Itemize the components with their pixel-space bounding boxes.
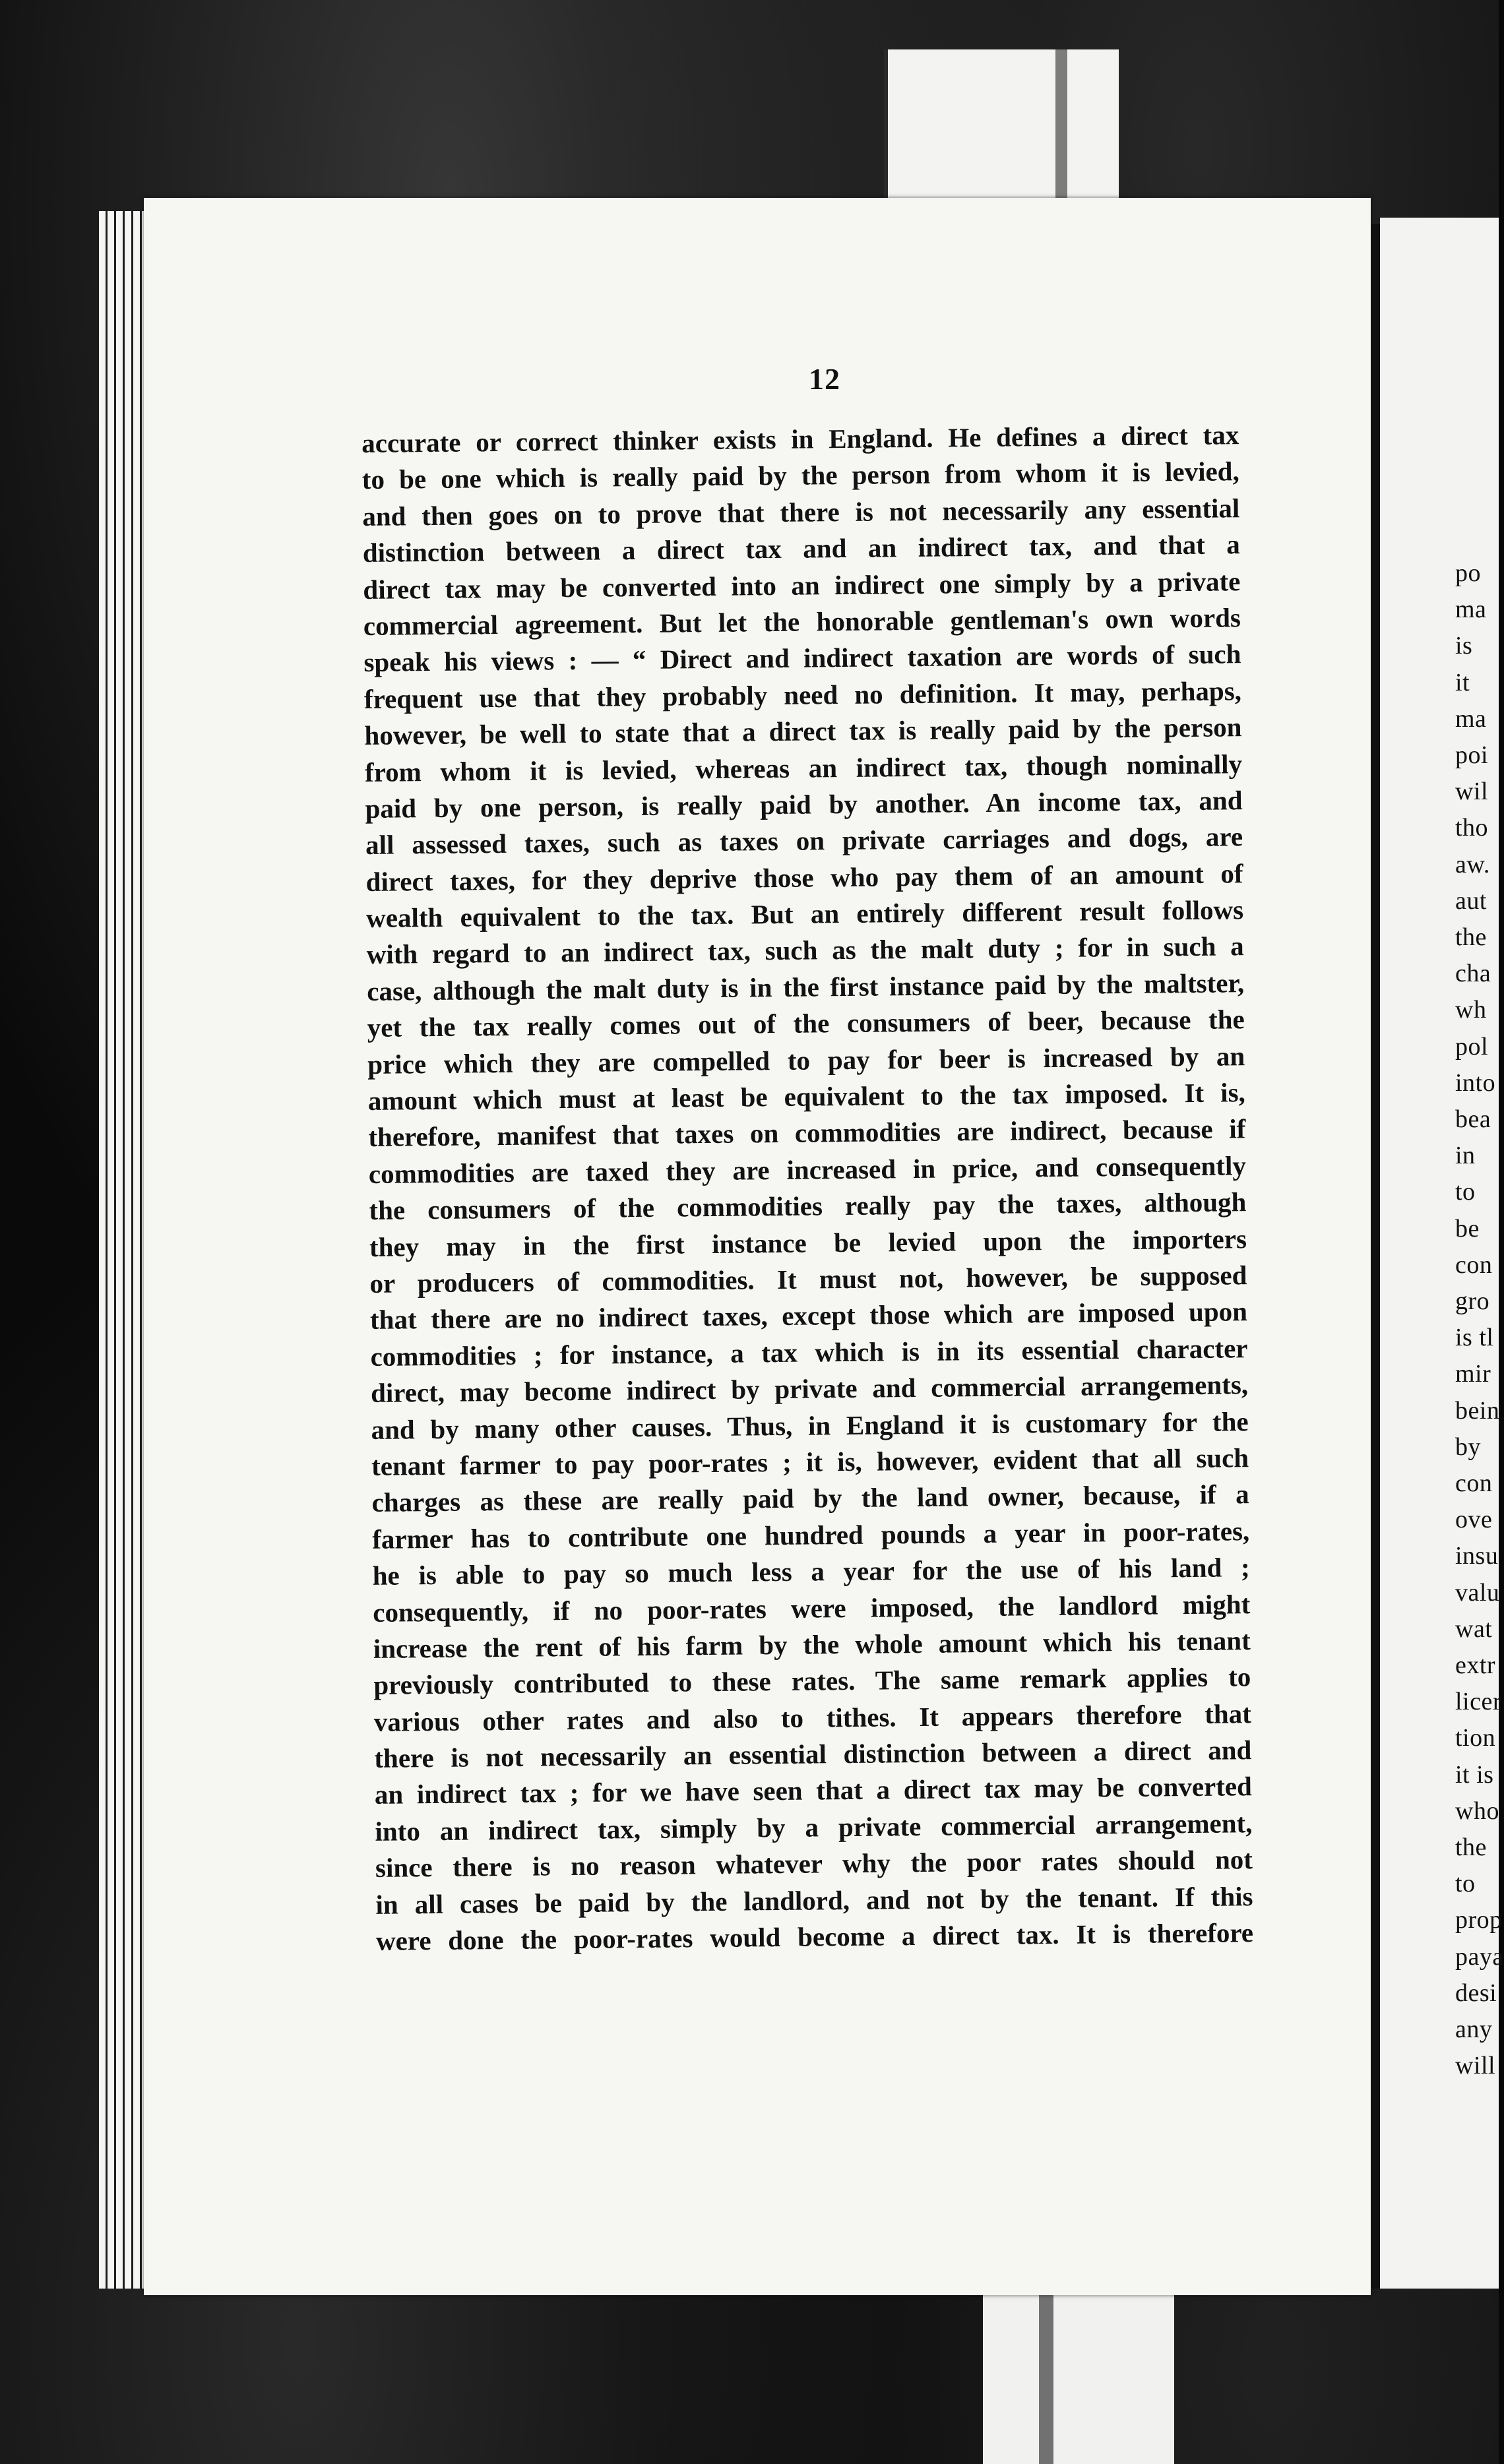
- facing-page-fragment: the: [1455, 1833, 1487, 1861]
- text-line: charges as these are really paid by the land owner, because, if a: [371, 1479, 1249, 1518]
- facing-page-fragment: wil: [1455, 778, 1489, 806]
- text-line: direct, may become indirect by private and commercial arrangements,: [370, 1369, 1249, 1409]
- facing-page-fragment: ma: [1455, 704, 1487, 733]
- facing-page-fragment: by: [1455, 1432, 1481, 1461]
- text-line: all assessed taxes, such as taxes on private carriages and dogs, are: [365, 821, 1243, 861]
- facing-page-fragment: prop: [1455, 1906, 1503, 1934]
- facing-page-fragment: cha: [1455, 960, 1491, 988]
- text-line: they may in the first instance be levied upon the importers: [369, 1223, 1247, 1262]
- facing-page-fragment: mir: [1455, 1360, 1491, 1388]
- text-line: since there is no reason whatever why the poor rates should not: [375, 1844, 1253, 1884]
- text-line: paid by one person, is really paid by another. An income tax, and: [365, 785, 1243, 824]
- facing-page-fragment: wat: [1455, 1615, 1493, 1643]
- text-line: from whom it is levied, whereas an indirect tax, though nominally: [364, 748, 1243, 787]
- facing-page-fragment: ove: [1455, 1506, 1493, 1534]
- facing-page-fragment: be: [1455, 1214, 1480, 1243]
- facing-page-fragment: aw.: [1455, 850, 1490, 878]
- text-line: speak his views : — “ Direct and indirect taxation are words of such: [363, 638, 1241, 678]
- text-line: there is not necessarily an essential distinction between a direct and: [374, 1735, 1252, 1773]
- page-number: 12: [809, 362, 840, 396]
- text-line: distinction between a direct tax and an indirect tax, and that a: [362, 529, 1241, 569]
- facing-page-fragment: in: [1455, 1142, 1476, 1170]
- text-line: with regard to an indirect tax, such as the malt duty ; for in such a: [366, 931, 1244, 970]
- binding-tab-bottom-fold: [1039, 2289, 1053, 2464]
- text-line: were done the poor-rates would become a direct tax. It is therefore: [375, 1917, 1254, 1956]
- text-line: direct tax may be converted into an indirect one simply by a private: [363, 565, 1241, 605]
- facing-page-fragment: to: [1455, 1870, 1476, 1898]
- facing-page-fragment: con: [1455, 1250, 1493, 1279]
- text-line: into an indirect tax, simply by a private commercial arrangement,: [375, 1807, 1253, 1847]
- binding-tab-top-fold: [1055, 49, 1067, 208]
- facing-page-fragment: po: [1455, 559, 1481, 587]
- text-line: price which they are compelled to pay for beer is increased by an: [367, 1040, 1245, 1080]
- text-line: the consumers of the commodities really pay the taxes, although: [369, 1186, 1247, 1226]
- facing-page-fragment: it: [1455, 668, 1470, 696]
- facing-page-fragment: is tl: [1455, 1324, 1494, 1352]
- facing-page-fragment: any: [1455, 2016, 1493, 2043]
- text-line: commodities are taxed they are increased in price, and consequently: [368, 1150, 1247, 1189]
- body-text: [361, 417, 1253, 1959]
- text-line: case, although the malt duty is in the first instance paid by the maltster,: [367, 968, 1245, 1006]
- text-line: increase the rent of his farm by the whole amount which his tenant: [373, 1625, 1251, 1664]
- facing-page-fragment: it is: [1455, 1760, 1494, 1789]
- facing-page-fragment: the: [1455, 923, 1487, 951]
- facing-page-fragment: tho: [1455, 814, 1489, 842]
- text-line: commercial agreement. But let the honorable gentleman's own words: [363, 602, 1241, 641]
- facing-page-fragment: poi: [1455, 741, 1489, 769]
- text-line: therefore, manifest that taxes on commodities are indirect, because if: [368, 1113, 1246, 1153]
- text-line: accurate or correct thinker exists in England. He defines a direct tax: [361, 419, 1239, 458]
- binding-tab-top: [884, 49, 1119, 208]
- text-line: however, be well to state that a direct tax is really paid by the person: [364, 712, 1242, 751]
- facing-page-fragment: who: [1455, 1797, 1499, 1825]
- facing-page-fragment: tion: [1455, 1724, 1496, 1752]
- text-line: amount which must at least be equivalent to the tax imposed. It is,: [367, 1077, 1245, 1116]
- text-line: farmer has to contribute one hundred pounds a year in poor-rates,: [371, 1515, 1250, 1555]
- text-line: an indirect tax ; for we have seen that a direct tax may be converted: [374, 1771, 1253, 1810]
- text-line: to be one which is really paid by the person from whom it is levied,: [361, 456, 1239, 495]
- text-line: in all cases be paid by the landlord, and not by the tenant. If this: [375, 1880, 1253, 1920]
- facing-page-fragment: insu: [1455, 1542, 1499, 1570]
- text-line: commodities ; for instance, a tax which is in its essential character: [370, 1332, 1248, 1372]
- facing-page-fragment: desi: [1455, 1979, 1497, 2007]
- facing-page-fragment: is: [1455, 632, 1473, 660]
- facing-page-fragment: gro: [1455, 1287, 1490, 1315]
- binding-tab-bottom: [983, 2289, 1174, 2464]
- facing-page-fragment: licer: [1455, 1688, 1502, 1716]
- text-line: various other rates and also to tithes. It appears therefore that: [373, 1698, 1252, 1737]
- facing-page-fragment: to: [1455, 1178, 1476, 1206]
- facing-page: [1380, 218, 1504, 2289]
- facing-page-fragment: valu: [1455, 1578, 1500, 1607]
- text-line: frequent use that they probably need no definition. It may, perhaps,: [363, 675, 1242, 714]
- facing-page-fragment: aut: [1455, 886, 1487, 915]
- facing-page-fragment: ma: [1455, 596, 1487, 624]
- text-line: and by many other causes. Thus, in England it is customary for the: [371, 1405, 1249, 1445]
- facing-page-fragment: pol: [1455, 1032, 1489, 1061]
- book-gutter: [1371, 224, 1380, 2289]
- text-line: tenant farmer to pay poor-rates ; it is, however, evident that all such: [371, 1442, 1249, 1481]
- text-line: consequently, if no poor-rates were imposed, the landlord might: [373, 1588, 1251, 1628]
- text-line: wealth equivalent to the tax. But an entirely different result follows: [365, 894, 1244, 934]
- facing-page-fragment: into: [1455, 1068, 1496, 1097]
- facing-page-fragment: bea: [1455, 1105, 1491, 1133]
- facing-page-fragment: wh: [1455, 996, 1487, 1024]
- text-line: and then goes on to prove that there is not necessarily any essential: [362, 493, 1240, 532]
- text-line: that there are no indirect taxes, except those which are imposed upon: [369, 1296, 1248, 1336]
- facing-page-fragment: paya: [1455, 1942, 1504, 1971]
- text-line: or producers of commodities. It must not, however, be supposed: [369, 1260, 1247, 1299]
- text-line: yet the tax really comes out of the consumers of beer, because the: [367, 1004, 1245, 1043]
- text-line: direct taxes, for they deprive those who pay them of an amount of: [365, 857, 1243, 897]
- facing-page-fragment: bein: [1455, 1396, 1500, 1425]
- facing-page-fragment: extr: [1455, 1651, 1496, 1679]
- facing-page-fragment: will: [1455, 2052, 1496, 2080]
- text-line: he is able to pay so much less a year for the use of his land ;: [372, 1552, 1250, 1591]
- text-line: previously contributed to these rates. The same remark applies to: [373, 1661, 1251, 1701]
- facing-page-fragment: con: [1455, 1469, 1493, 1497]
